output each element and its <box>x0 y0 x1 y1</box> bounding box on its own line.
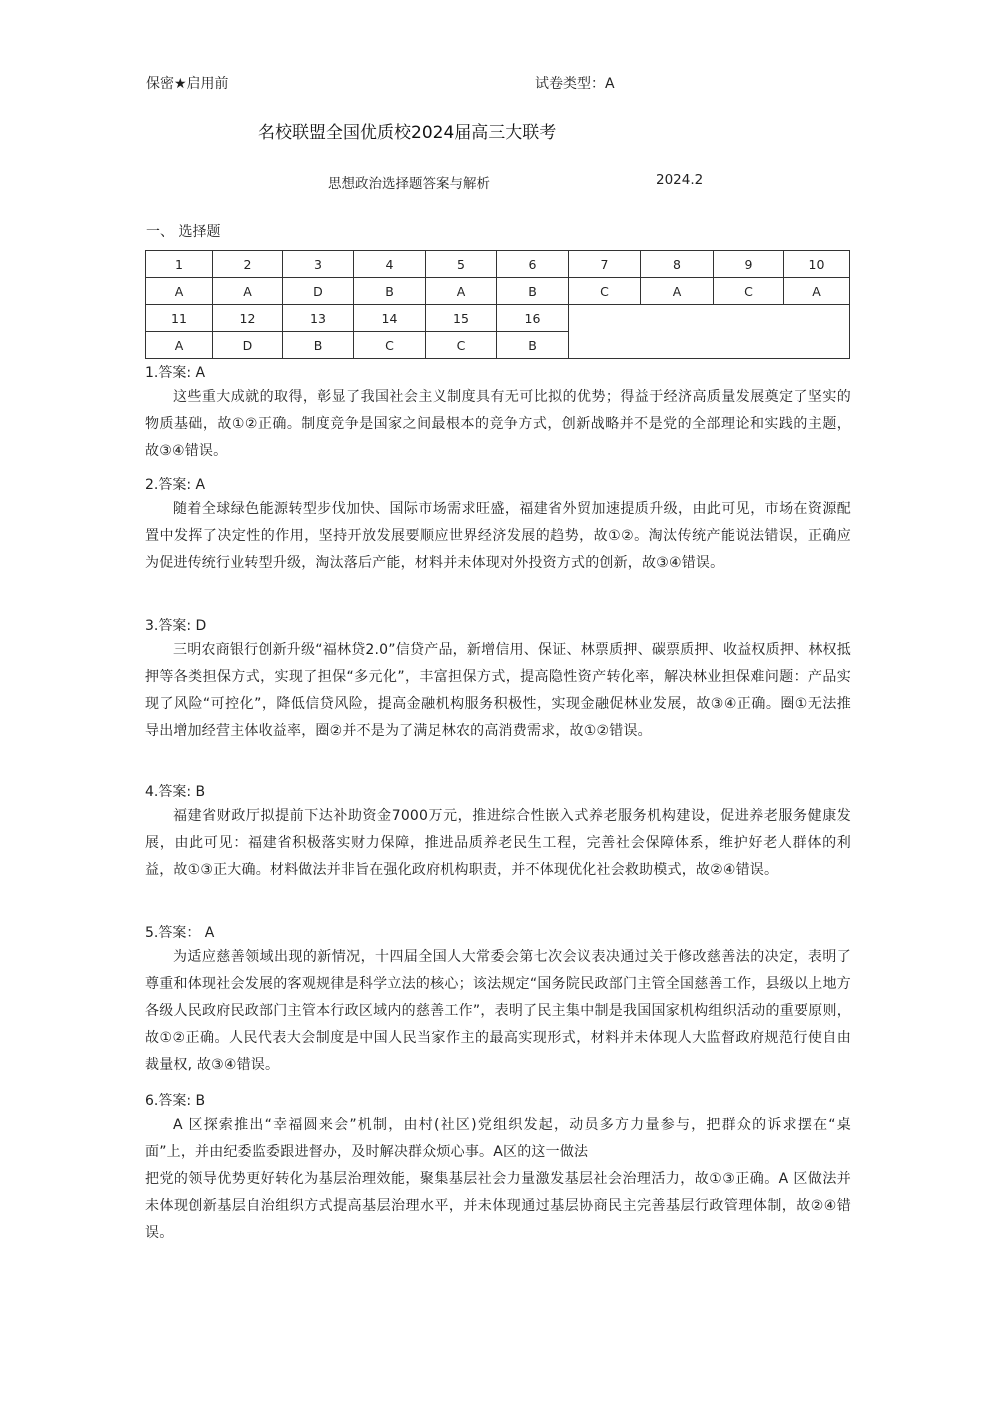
answer-label: 1.答案: A <box>145 365 206 381</box>
question-5 <box>145 922 851 1079</box>
page-subtitle: 思想政治选择题答案与解析 <box>328 176 490 192</box>
table-cell: D <box>213 332 283 359</box>
explanation-text: 福建省财政厅拟提前下达补助资金7000万元，推进综合性嵌入式养老服务机构建设，促进养老服务健康发展，由此可见：福建省积极落实财力保障，推进品质养老民生工程，完善社会保障体系，维护好老人群体的利益，故①③正大确。材料做法并非旨在强化政府机构职责，并不体现优化社会救助模式，故②④错误。 <box>145 808 851 878</box>
table-cell: 13 <box>283 305 354 332</box>
table-cell: B <box>354 278 426 305</box>
table-row <box>146 278 850 305</box>
explanation-text: 随着全球绿色能源转型步伐加快、国际市场需求旺盛，福建省外贸加速提质升级，由此可见，市场在资源配置中发挥了决定性的作用，坚持开放发展要顺应世界经济发展的趋势，故①②。淘汰传统产能说法错误，正确应为促进传统行业转型升级，淘汰落后产能，材料并未体现对外投资方式的创新，故③④错误。 <box>145 501 851 571</box>
answer-label: 4.答案: B <box>145 784 206 800</box>
explanation-text-continued: 把党的领导优势更好转化为基层治理效能，聚集基层社会力量激发基层社会治理活力，故①③正确。A 区做法并未体现创新基层自治组织方式提高基层治理水平，并未体现通过基层协商民主完善基层行政管理体制，故②④错误。 <box>145 1171 851 1241</box>
table-cell: A <box>213 278 283 305</box>
exam-date: 2024.2 <box>656 172 704 188</box>
table-cell: A <box>784 278 850 305</box>
table-cell: 3 <box>283 251 354 278</box>
table-cell: 14 <box>354 305 426 332</box>
table-cell: 10 <box>784 251 850 278</box>
table-cell: B <box>497 332 569 359</box>
table-cell: 1 <box>146 251 213 278</box>
explanation-text: 三明农商银行创新升级“福林贷2.0”信贷产品，新增信用、保证、林票质押、碳票质押、收益权质押、林权抵押等各类担保方式，实现了担保“多元化”，丰富担保方式，提高隐性资产转化率，解决林业担保难问题：产品实现了风险“可控化”，降低信贷风险，提高金融机构服务积极性，实现金融促林业发展，故③④正确。圈①无法推导出增加经营主体收益率，圈②并不是为了满足林农的高消费需求，故①②错误。 <box>145 642 851 739</box>
table-cell: 11 <box>146 305 213 332</box>
question-4 <box>145 781 851 884</box>
table-cell: C <box>354 332 426 359</box>
question-2 <box>145 474 851 577</box>
answer-label: 3.答案: D <box>145 618 207 634</box>
table-cell: A <box>641 278 714 305</box>
question-1 <box>145 362 851 465</box>
answer-label: 2.答案: A <box>145 477 206 493</box>
table-cell: 8 <box>641 251 714 278</box>
table-cell: C <box>569 278 641 305</box>
section-heading: 一、 选择题 <box>146 224 221 240</box>
table-cell: A <box>146 332 213 359</box>
table-cell: B <box>497 278 569 305</box>
table-cell: A <box>146 278 213 305</box>
table-cell: 9 <box>714 251 784 278</box>
confidential-label: 保密★启用前 <box>146 76 229 92</box>
table-cell: 4 <box>354 251 426 278</box>
table-row <box>146 251 850 278</box>
table-cell: 2 <box>213 251 283 278</box>
table-cell: 6 <box>497 251 569 278</box>
table-cell: A <box>426 278 497 305</box>
table-cell: 16 <box>497 305 569 332</box>
question-3 <box>145 615 851 745</box>
answer-table <box>145 250 850 359</box>
answer-label: 6.答案: B <box>145 1093 206 1109</box>
explanation-text: 为适应慈善领域出现的新情况，十四届全国人大常委会第七次会议表决通过关于修改慈善法的决定，表明了尊重和体现社会发展的客观规律是科学立法的核心；该法规定“国务院民政部门主管全国慈善工作，县级以上地方各级人民政府民政部门主管本行政区域内的慈善工作”，表明了民主集中制是我国国家机构组织活动的重要原则，故①②正确。人民代表大会制度是中国人民当家作主的最高实现形式，材料并未体现人大监督政府规范行使自由裁量权, 故③④错误。 <box>145 949 851 1073</box>
question-6 <box>145 1090 851 1247</box>
table-cell: D <box>283 278 354 305</box>
table-cell: B <box>283 332 354 359</box>
table-cell: 15 <box>426 305 497 332</box>
page-title: 名校联盟全国优质校2024届高三大联考 <box>258 123 557 143</box>
explanation-text: 这些重大成就的取得，彰显了我国社会主义制度具有无可比拟的优势；得益于经济高质量发展奠定了坚实的物质基础，故①②正确。制度竞争是国家之间最根本的竞争方式，创新战略并不是党的全部理论和实践的主题，故③④错误。 <box>145 389 851 459</box>
table-cell: C <box>426 332 497 359</box>
answer-label: 5.答案： A <box>145 925 215 941</box>
table-cell: C <box>714 278 784 305</box>
explanation-text: A 区探索推出“幸福圆来会”机制，由村(社区)党组织发起，动员多方力量参与，把群众的诉求摆在“桌面”上，并由纪委监委跟进督办，及时解决群众烦心事。A区的这一做法 <box>145 1117 851 1160</box>
table-cell: 5 <box>426 251 497 278</box>
table-row <box>146 305 850 332</box>
table-cell: 12 <box>213 305 283 332</box>
table-empty-cell <box>569 305 850 359</box>
paper-type-label: 试卷类型：A <box>535 76 615 92</box>
table-cell: 7 <box>569 251 641 278</box>
